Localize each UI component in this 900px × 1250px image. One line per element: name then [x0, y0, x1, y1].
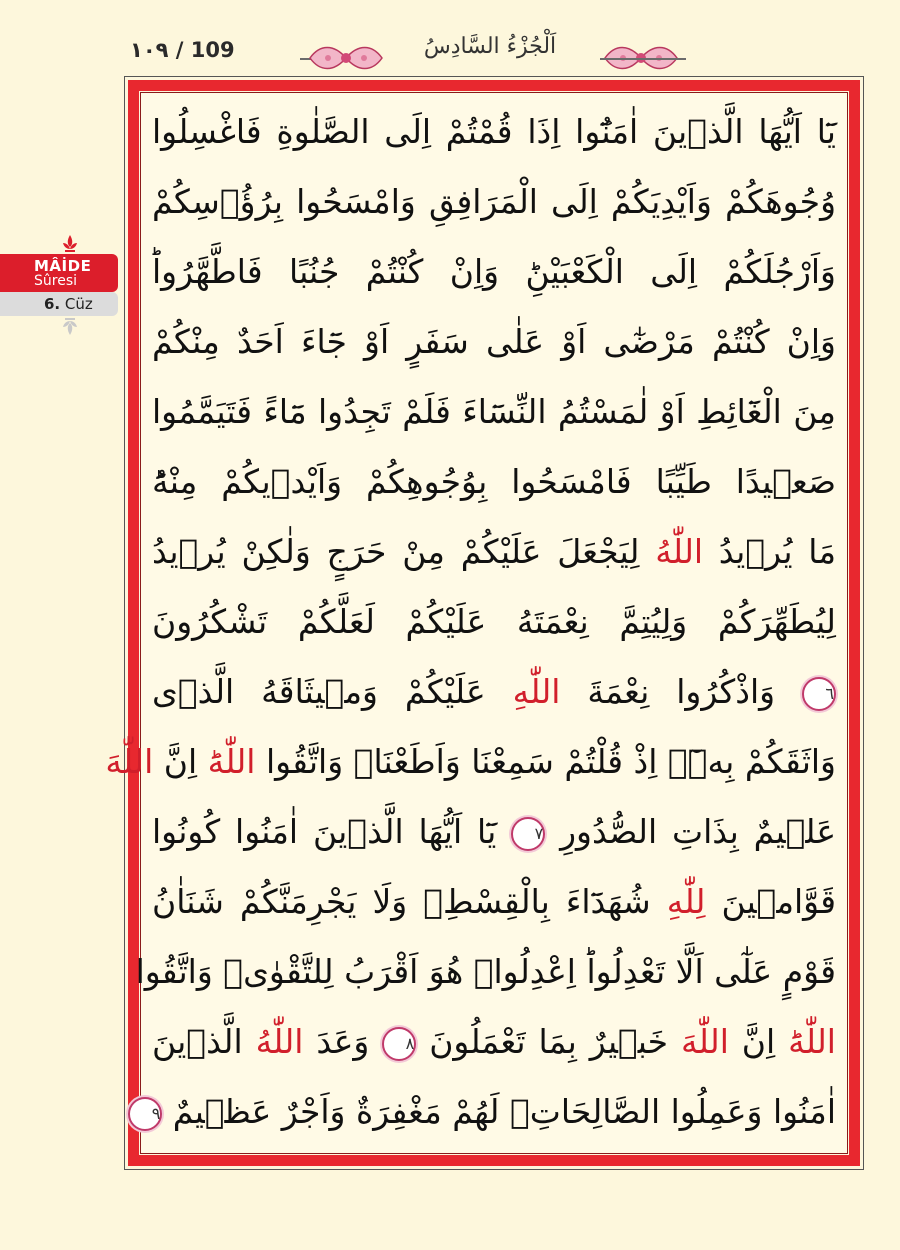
- verse-line-14: اللّٰهَؕ اِنَّ اللّٰهَ خَبٖيرٌ بِمَا تَعْمَلُونَ ٨ وَعَدَ اللّٰهُ الَّذٖينَ: [152, 1022, 836, 1061]
- sura-sub: Sûresi: [34, 273, 78, 289]
- allah-word: اللّٰهُ: [655, 532, 704, 571]
- allah-word: اللّٰهُ: [255, 1022, 304, 1061]
- verse-line-8: لِيُطَهِّرَكُمْ وَلِيُتِمَّ نِعْمَتَهُ عَلَيْكُمْ لَعَلَّكُمْ تَشْكُرُونَ: [152, 602, 836, 641]
- allah-word: لِلّٰهِ: [666, 882, 706, 921]
- verse-line-1: يَٓا اَيُّهَا الَّذٖينَ اٰمَنُٓوا اِذَا قُمْتُمْ اِلَى الصَّلٰوةِ فَاغْسِلُوا: [152, 112, 836, 151]
- juz-word: Cüz: [64, 295, 93, 313]
- verse-line-3: وَاَرْجُلَكُمْ اِلَى الْكَعْبَيْنِؕ وَاِنْ كُنْتُمْ جُنُبًا فَاطَّهَّرُواؕ: [152, 252, 836, 291]
- verse-line-2: وُجُوهَكُمْ وَاَيْدِيَكُمْ اِلَى الْمَرَافِقِ وَامْسَحُوا بِرُؤُ۫سِكُمْ: [152, 182, 836, 221]
- verse-line-7: مَا يُرٖيدُ اللّٰهُ لِيَجْعَلَ عَلَيْكُمْ مِنْ حَرَجٍ وَلٰكِنْ يُرٖيدُ: [152, 532, 836, 571]
- verse-line-5: مِنَ الْغَٓائِطِ اَوْ لٰمَسْتُمُ النِّسَٓاءَ فَلَمْ تَجِدُوا مَٓاءً فَتَيَمَّمُوا: [152, 392, 836, 431]
- ayah-marker-7: ٧: [511, 817, 545, 851]
- page-number: ١٠٩ / 109: [130, 38, 235, 62]
- verse-line-9: ٦ وَاذْكُرُوا نِعْمَةَ اللّٰهِ عَلَيْكُمْ وَمٖيثَاقَهُ الَّذٖى: [152, 672, 835, 711]
- verse-line-6: صَعٖيدًا طَيِّبًا فَامْسَحُوا بِوُجُوهِكُمْ وَاَيْدٖيكُمْ مِنْهُؕ: [152, 462, 836, 501]
- ayah-marker-6: ٦: [802, 677, 836, 711]
- ayah-marker-9: ٩: [128, 1097, 162, 1131]
- page-header: [0, 0, 900, 80]
- header-rule-right: [600, 58, 686, 60]
- ornament-left-icon: [308, 42, 384, 74]
- quran-text: [105, 100, 837, 1150]
- allah-word: اللّٰهَ: [105, 742, 154, 781]
- sura-name: MÂİDE: [34, 257, 92, 275]
- fleur-de-lis-icon: [60, 234, 80, 254]
- juz-label: [0, 292, 118, 316]
- verse-line-12: قَوَّامٖينَ لِلّٰهِ شُهَدَٓاءَ بِالْقِسْطِؗ وَلَا يَجْرِمَنَّكُمْ شَنَاٰنُ: [152, 882, 836, 921]
- verse-line-11: عَلٖيمٌ بِذَاتِ الصُّدُورِ ٧ يَٓا اَيُّهَا الَّذٖينَ اٰمَنُوا كُونُوا: [152, 812, 837, 851]
- allah-word: اللّٰهَ: [681, 1022, 729, 1061]
- juz-number: 6.: [44, 295, 61, 313]
- verse-line-15: اٰمَنُوا وَعَمِلُوا الصَّالِحَاتِۙ لَهُمْ مَغْفِرَةٌ وَاَجْرٌ عَظٖيمٌ ٩: [152, 1080, 836, 1144]
- juz-title: اَلْجُزْءُ السَّادِسُ: [423, 34, 557, 59]
- fleur-de-lis-bottom-icon: [60, 316, 80, 336]
- allah-word: اللّٰهِ: [512, 672, 561, 711]
- verse-line-4: وَاِنْ كُنْتُمْ مَرْضٰٓى اَوْ عَلٰى سَفَرٍ اَوْ جَٓاءَ اَحَدٌ مِنْكُمْ: [152, 322, 836, 361]
- ayah-marker-8: ٨: [382, 1027, 416, 1061]
- allah-word: اللّٰهَؕ: [788, 1022, 836, 1061]
- verse-line-10: وَاثَقَكُمْ بِهٖٓۙ اِذْ قُلْتُمْ سَمِعْنَا وَاَطَعْنَاؗ وَاتَّقُوا اللّٰهَؕ اِنَّ اللّٰهَ: [105, 742, 836, 781]
- sura-label: [0, 254, 118, 292]
- verse-line-13: قَوْمٍ عَلٰٓى اَلَّا تَعْدِلُواؕ اِعْدِلُواࣞ هُوَ اَقْرَبُ لِلتَّقْوٰىؗ وَاتَّقُوا: [135, 952, 836, 991]
- allah-word: اللّٰهَؕ: [207, 742, 256, 781]
